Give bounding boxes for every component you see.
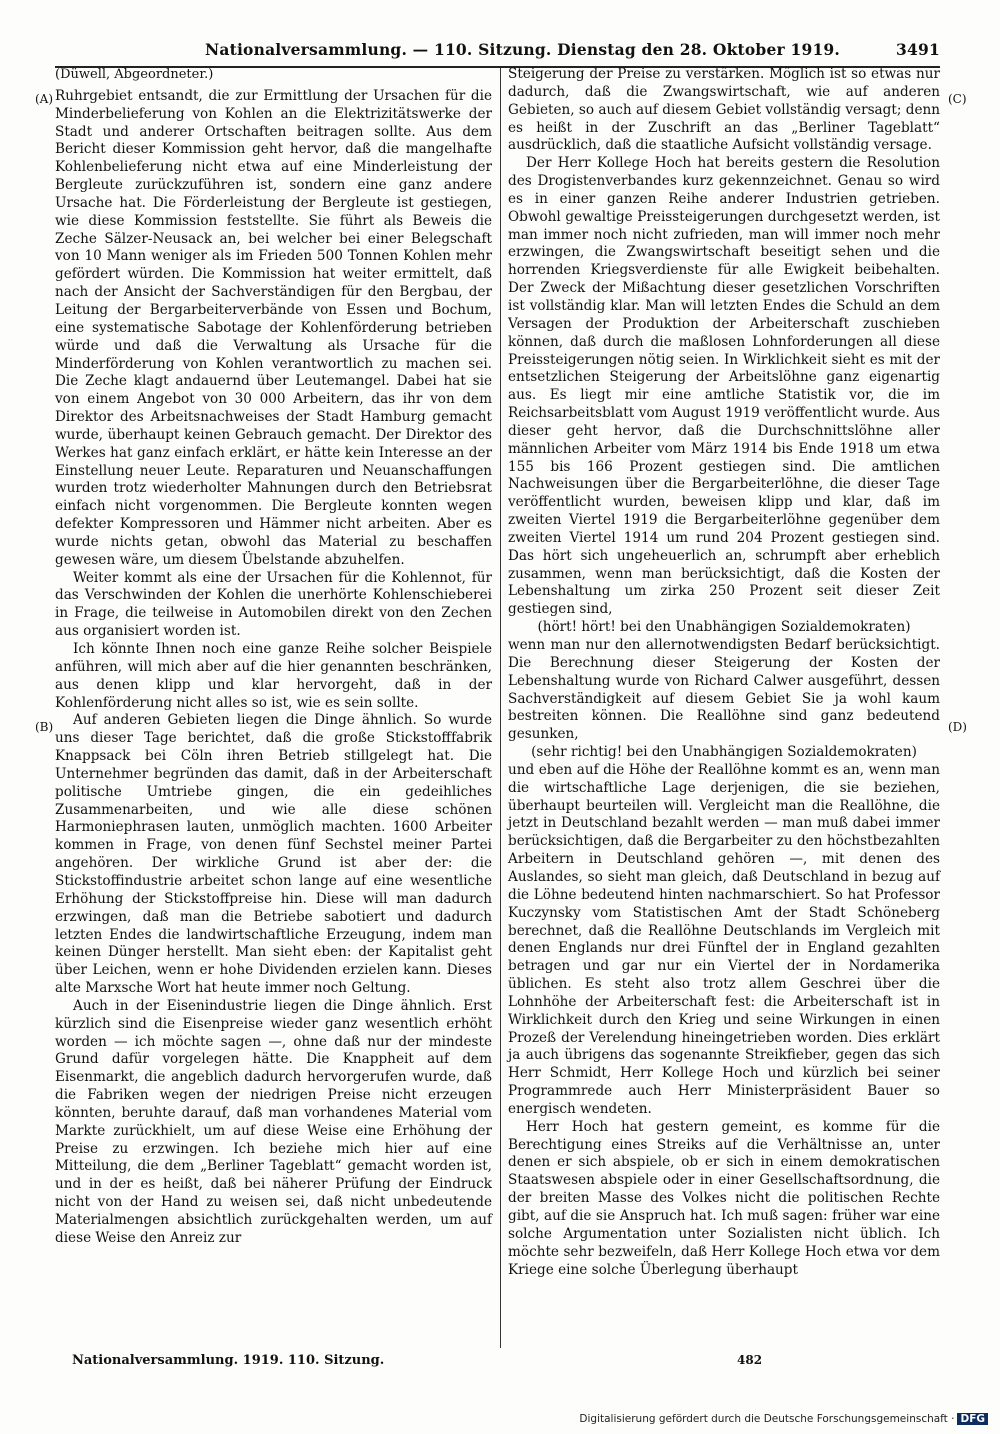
interjection: (sehr richtig! bei den Unabhängigen Sozialdemokraten): [531, 744, 917, 761]
paragraph: wenn man nur den allernotwendigsten Bedarf berücksichtigt. Die Berechnung dieser Steigerung der Kosten der Lebenshaltung wurde von Richard Calwer ausgeführt, dessen Sachverständigkeit auf diesem Gebiet Sie ja wohl kaum bestreiten können. Die Reallöhne sind ganz bedeutend gesunken,: [508, 637, 940, 743]
dfg-logo-icon: DFG: [957, 1413, 988, 1425]
paragraph: Auch in der Eisenindustrie liegen die Dinge ähnlich. Erst kürzlich sind die Eisenpreise wieder ganz wesentlich erhöht worden — ich möchte sagen —, ohne daß nur der mindeste Grund dafür vorgelegen hätte. Die Knappheit auf dem Eisenmarkt, die angeblich dadurch hervorgerufen wurde, daß die Fabriken wegen der niedrigen Preise nicht erzeugen könnten, beruhte darauf, daß man vorhandenes Material vom Markte zurückhielt, um auf diese Weise eine Erhöhung der Preise zu erzwingen. Ich beziehe mich hier auf eine Mitteilung, die dem „Berliner Tageblatt“ gemacht worden ist, und in der es heißt, daß bei näherer Prüfung der Eindruck nicht von der Hand zu weisen sei, daß nicht unbedeutende Materialmengen absichtlich zurückgehalten werden, um auf diese Weise den Anreiz zur: [55, 997, 492, 1246]
margin-mark-a: (A): [35, 92, 54, 106]
column-divider: [500, 68, 501, 1348]
right-column: [508, 66, 940, 1279]
paragraph: Auf anderen Gebieten liegen die Dinge ähnlich. So wurde uns dieser Tage berichtet, daß die große Stickstofffabrik Knappsack bei Cöln ihren Betrieb stillgelegt hat. Die Unternehmer begründen das damit, daß in der Arbeiterschaft politische Umtriebe gingen, die ein gedeihliches Zusammenarbeiten, und wie alle diese schönen Harmoniephrasen lauten, unmöglich machten. 1600 Arbeiter kommen in Frage, von denen fünf Sechstel meiner Partei angehören. Der wirkliche Grund ist aber der: die Stickstoffindustrie arbeitet schon lange auf eine wesentliche Erhöhung der Stickstoffpreise hin. Diese will man dadurch erzwingen, daß man die Betriebe sabotiert und dadurch letzten Endes die landwirtschaftliche Erzeugung, indem man keinen Dünger herstellt. Man sieht eben: der Kapitalist geht über Leichen, wenn er hohe Dividenden erzielen kann. Dieses alte Marxsche Wort hat heute immer noch Geltung.: [55, 712, 492, 997]
page-number: 3491: [896, 40, 940, 59]
paragraph: Herr Hoch hat gestern gemeint, es komme für die Berechtigung eines Streiks auf die Verhältnisse an, unter denen er sich abspiele, ob er sich in einem demokratischen Staatswesen abspiele oder in einer Gesellschaftsordnung, die der breiten Masse des Volkes nicht die politischen Rechte gibt, auf die sie Anspruch hat. Ich muß sagen: früher war eine solche Argumentation unter Sozialisten nicht üblich. Ich möchte sehr bezweifeln, daß Herr Kollege Hoch etwa vor dem Kriege eine solche Überlegung überhaupt: [508, 1118, 940, 1278]
paragraph: Ich könnte Ihnen noch eine ganze Reihe solcher Beispiele anführen, will mich aber auf die hier genannten beschränken, aus denen klipp und klar hervorgeht, daß in der Kohlenförderung nicht alles so ist, wie es sein sollte.: [55, 641, 492, 711]
header-title: Nationalversammlung. — 110. Sitzung. Dienstag den 28. Oktober 1919.: [205, 40, 841, 59]
sheet-number: 482: [737, 1353, 763, 1367]
paragraph: Steigerung der Preise zu verstärken. Möglich ist so etwas nur dadurch, daß die Zwangswirtschaft, wie auf anderen Gebieten, so auch auf diesem Gebiet vollständig versagt; denn es heißt in der Zuschrift an das „Berliner Tageblatt“ ausdrücklich, daß die staatliche Aufsicht vollständig versage.: [508, 66, 940, 154]
margin-mark-b: (B): [35, 720, 54, 734]
footer-signature: Nationalversammlung. 1919. 110. Sitzung.: [72, 1353, 385, 1368]
margin-mark-c: (C): [948, 92, 967, 106]
interjection: (hört! hört! bei den Unabhängigen Sozialdemokraten): [537, 619, 911, 636]
paragraph: und eben auf die Höhe der Reallöhne kommt es an, wenn man die wirtschaftliche Lage derjenigen, die sie beziehen, überhaupt beurteilen will. Vergleicht man die Reallöhne, die jetzt in Deutschland bezahlt werden — man muß dabei immer berücksichtigen, daß die Bergarbeiter zu den höchstbezahlten Arbeitern in Deutschland gehören —, mit denen des Auslandes, so sieht man gleich, daß Deutschland in bezug auf die Löhne bedeutend hinten nachmarschiert. So hat Professor Kuczynsky vom Statistischen Amt der Stadt Schöneberg berechnet, daß die Reallöhne Deutschlands im Vergleich mit denen Englands nur drei Fünftel der in England gezahlten betragen und gar nur ein Viertel der in Nordamerika üblichen. Es steht also trotz allem Geschrei über die Lohnhöhe der Arbeiterschaft fest: die Arbeiterschaft ist in Wirklichkeit durch den Krieg und seine Wirkungen in einen Prozeß der Verelendung hineingetrieben worden. Dies erklärt ja auch übrigens das sogenannte Streikfieber, gegen das sich Herr Schmidt, Herr Kollege Hoch und kürzlich bei seiner Programmrede auch Herr Ministerpräsident Bauer so energisch wendeten.: [508, 761, 940, 1117]
left-column: [55, 66, 492, 1248]
dfg-credit: [579, 1413, 988, 1425]
page-header: [55, 40, 940, 64]
paragraph: Der Herr Kollege Hoch hat bereits gestern die Resolution des Drogistenverbandes kurz gekennzeichnet. Genau so wird es in einer ganzen Reihe anderer Industrien getrieben. Obwohl gewaltige Preissteigerungen durchgesetzt werden, ist man immer noch nicht zufrieden, man will immer noch mehr erzwingen, die Zwangswirtschaft beseitigt sehen und die horrenden Kriegsverdienste für alle Ewigkeit beibehalten. Der Zweck der Mißachtung dieser gesetzlichen Vorschriften ist vollständig klar. Man will letzten Endes die Schuld an dem Versagen der Produktion der Arbeiterschaft zuschieben können, daß durch die maßlosen Lohnforderungen all diese Preissteigerungen nötig seien. In Wirklichkeit sieht es mit der entsetzlichen Steigerung der Arbeitslöhne ganz eigenartig aus. Es liegt mir eine amtliche Statistik vor, die im Reichsarbeitsblatt vom August 1919 veröffentlicht wurde. Aus dieser geht hervor, daß die Durchschnittslöhne aller männlichen Arbeiter vom März 1914 bis Ende 1918 um etwa 155 bis 166 Prozent gestiegen sind. Die amtlichen Nachweisungen über die Bergarbeiterlöhne, die dieser Tage veröffentlicht wurden, beweisen klipp und klar, daß im zweiten Viertel 1919 die Bergarbeiterlöhne gegenüber dem zweiten Viertel 1914 um rund 204 Prozent gestiegen sind. Das hört sich ungeheuerlich an, schrumpft aber erheblich zusammen, wenn man berücksichtigt, daß die Kosten der Lebenshaltung um zirka 250 Prozent seit dieser Zeit gestiegen sind,: [508, 155, 940, 618]
paragraph: Weiter kommt als eine der Ursachen für die Kohlennot, für das Verschwinden der Kohlen die unerhörte Kohlenschieberei in Frage, die teilweise in Automobilen direkt von den Zechen aus organisiert worden ist.: [55, 569, 492, 640]
margin-mark-d: (D): [948, 720, 967, 734]
paragraph: Ruhrgebiet entsandt, die zur Ermittlung der Ursachen für die Minderbelieferung von Kohlen an die Elektrizitätswerke der Stadt und anderer Ortschaften beitragen sollte. Aus dem Bericht dieser Kommission geht hervor, daß die mangelhafte Kohlenbelieferung nicht etwa auf eine Minderleistung der Bergleute zurückzuführen ist, sondern eine ganz andere Ursache hat. Die Förderleistung der Bergleute ist gestiegen, wie diese Kommission feststellte. Sie führt als Beweis die Zeche Sälzer-Neusack an, bei welcher bei einer Belegschaft von 10 Mann weniger als im Frieden 500 Tonnen Kohlen mehr gefördert würden. Die Kommission hat weiter ermittelt, daß nach der Ansicht der Sachverständigen für den Bergbau, der Leitung der Bergarbeiterverbände von Essen und Bochum, eine systematische Sabotage der Kohlenförderung betrieben würde und daß die Verwaltung als Ursache für die Minderförderung von Kohlen verantwortlich zu machen sei. Die Zeche klagt andauernd über Leutemangel. Dabei hat sie von einem Angebot von 30 000 Arbeitern, das ihr von dem Direktor des Arbeitsnachweises der Stadt Hamburg gemacht wurde, überhaupt keinen Gebrauch gemacht. Der Direktor des Werkes hat ganz einfach erklärt, er hätte kein Interesse an der Einstellung neuer Leute. Reparaturen und Neuanschaffungen wurden trotz wiederholter Mahnungen durch den Betriebsrat einfach nicht vorgenommen. Die Bergleute konnten wegen defekter Kompressoren und Hämmer nicht arbeiten. Aber es wurde nichts getan, obwohl das Material zu beschaffen gewesen wäre, um diesem Übelstande abzuhelfen.: [55, 87, 492, 568]
credit-text: Digitalisierung gefördert durch die Deutsche Forschungsgemeinschaft ·: [579, 1413, 955, 1425]
speaker-line: (Düwell, Abgeordneter.): [55, 67, 214, 82]
